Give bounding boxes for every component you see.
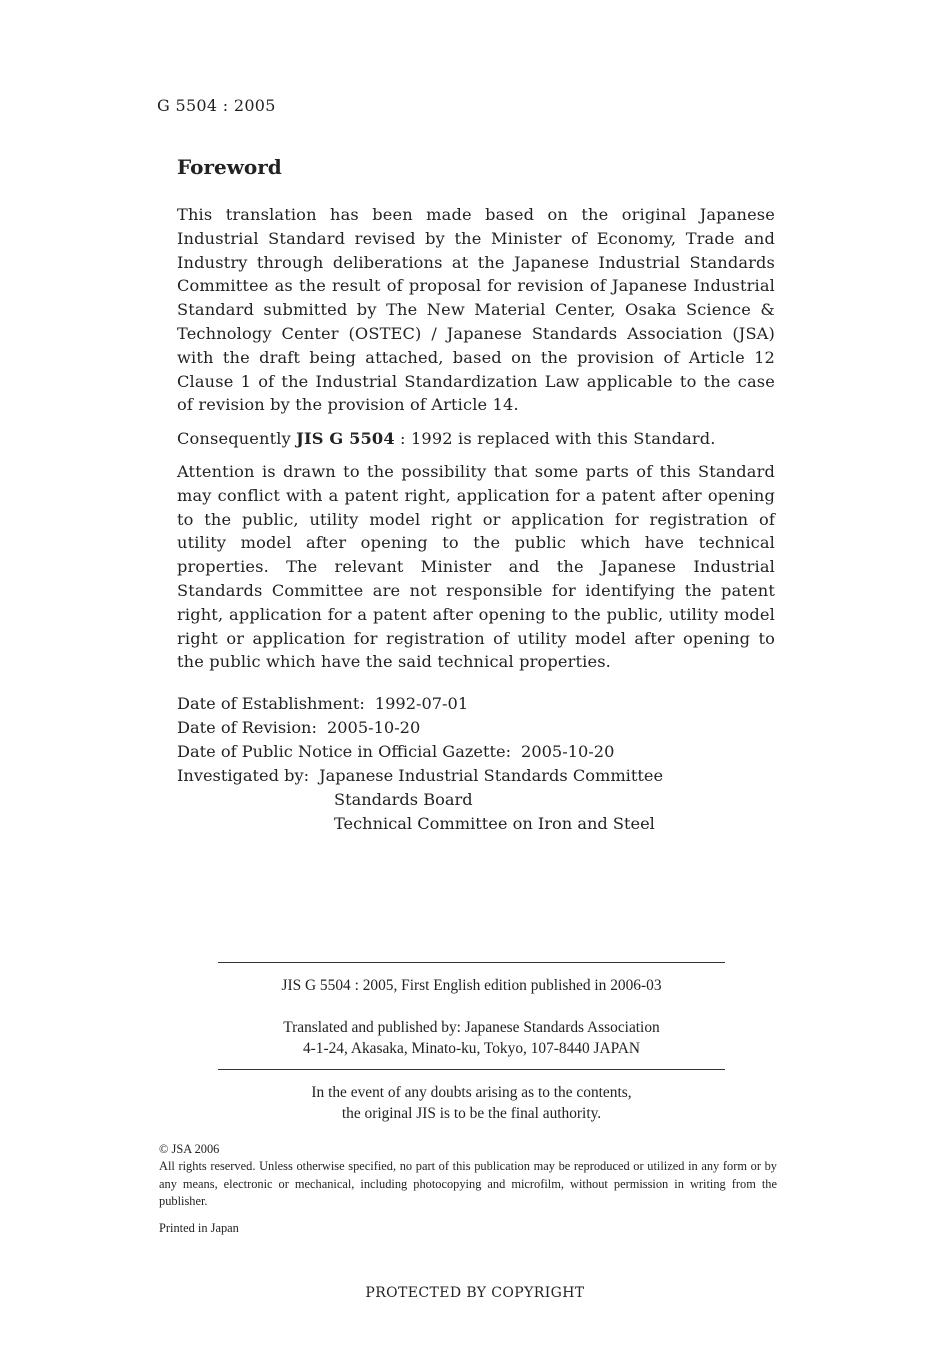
establishment-date-row [177, 692, 468, 716]
foreword-paragraph-1: This translation has been made based on the original Japanese Industrial Standard revised by the Minister of Economy, Trade and Industry through deliberations at the Japanese Industrial Standards Committee as the result of proposal for revision of Japanese Industrial Standard submitted by The New Material Center, Osaka Science & Technology Center (OSTEC) / Japanese Standards Association (JSA) with the draft being attached, based on the provision of Article 12 Clause 1 of the Industrial Standardization Law applicable to the case of revision by the provision of Article 14. [177, 205, 775, 415]
replaced-standard-id: JIS G 5504 [296, 429, 395, 448]
copyright-notice: © JSA 2006 [159, 1142, 220, 1156]
authority-note [218, 1082, 725, 1124]
rights-statement: All rights reserved. Unless otherwise specified, no part of this publication may be reproduced or utilized in any form or by any means, electronic or mechanical, including photocopying and microfilm, without permission in writing from the publisher. [159, 1159, 777, 1209]
publisher-block [218, 1017, 725, 1059]
authority-line-2: the original JIS is to be the final authority. [341, 1105, 602, 1122]
investigated-line-2: Standards Board [334, 790, 473, 809]
divider-top [218, 962, 725, 963]
printed-in-note: Printed in Japan [159, 1221, 239, 1235]
investigated-line-1: Japanese Industrial Standards Committee [319, 766, 664, 785]
public-notice-value: 2005-10-20 [521, 742, 615, 761]
document-id: G 5504 : 2005 [157, 96, 276, 115]
replacement-suffix: : 1992 is replaced with this Standard. [394, 429, 716, 448]
replacement-prefix: Consequently [177, 429, 297, 448]
edition-line: JIS G 5504 : 2005, First English edition published in 2006-03 [281, 977, 662, 994]
revision-value: 2005-10-20 [326, 718, 421, 737]
establishment-label: Date of Establishment: [177, 694, 365, 713]
page-title: Foreword [177, 155, 282, 179]
public-notice-label: Date of Public Notice in Official Gazette: [177, 742, 512, 761]
protected-footer: PROTECTED BY COPYRIGHT [365, 1285, 585, 1301]
revision-date-row [177, 716, 420, 740]
investigated-label: Investigated by: [177, 766, 310, 785]
public-notice-date-row [177, 740, 614, 764]
establishment-value: 1992-07-01 [374, 694, 469, 713]
authority-line-1: In the event of any doubts arising as to the contents, [311, 1084, 632, 1101]
divider-bottom [218, 1069, 725, 1070]
revision-label: Date of Revision: [177, 718, 317, 737]
investigated-by-row [177, 764, 663, 788]
foreword-paragraph-2 [177, 427, 775, 451]
investigated-line-3: Technical Committee on Iron and Steel [334, 814, 655, 833]
publisher-line-2: 4-1-24, Akasaka, Minato-ku, Tokyo, 107-8440 JAPAN [302, 1040, 641, 1057]
publisher-line-1: Translated and published by: Japanese Standards Association [283, 1019, 660, 1036]
foreword-paragraph-3: Attention is drawn to the possibility that some parts of this Standard may conflict with a patent right, application for a patent after opening to the public, utility model right or application for registration of utility model after opening to the public which have technical properties. The relevant Minister and the Japanese Industrial Standards Committee are not responsible for identifying the patent right, application for a patent after opening to the public, utility model right or application for registration of utility model after opening to the public which have the said technical properties. [177, 462, 775, 672]
